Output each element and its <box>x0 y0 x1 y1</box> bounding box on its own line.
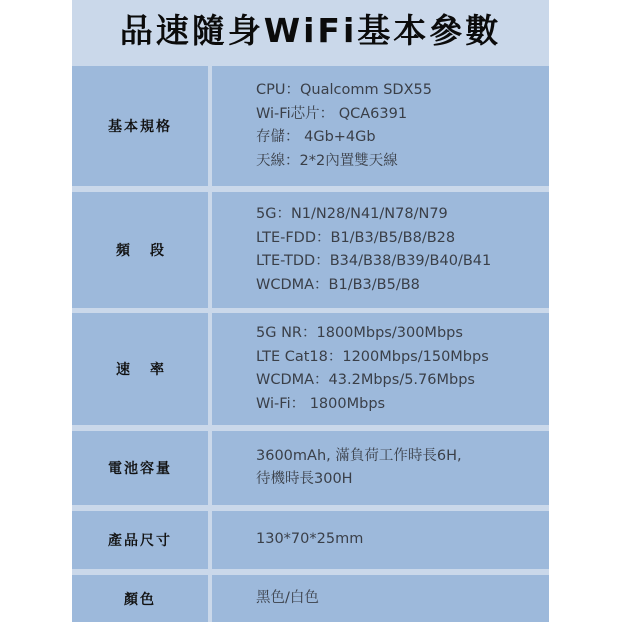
value-line: 5G NR：1800Mbps/300Mbps <box>256 325 463 341</box>
value-line: Wi-Fi芯片： QCA6391 <box>256 105 408 122</box>
row-value <box>212 575 549 622</box>
value-line: 待機時長300H <box>256 471 353 487</box>
row-label: 速率 <box>72 313 208 425</box>
row-value <box>212 192 549 308</box>
value-line: 130*70*25mm <box>256 531 364 548</box>
value-line: CPU：Qualcomm SDX55 <box>256 82 432 98</box>
spec-row-color <box>72 575 549 622</box>
row-label: 產品尺寸 <box>72 511 208 569</box>
value-line: 5G：N1/N28/N41/N78/N79 <box>256 206 448 222</box>
value-line: WCDMA：B1/B3/B5/B8 <box>256 276 420 293</box>
value-line: LTE-TDD：B34/B38/B39/B40/B41 <box>256 253 492 269</box>
spec-row-speed <box>72 313 549 425</box>
row-label: 頻段 <box>72 192 208 308</box>
row-value <box>212 313 549 425</box>
value-line: Wi-Fi： 1800Mbps <box>256 395 386 412</box>
value-line: 3600mAh, 滿負荷工作時長6H, <box>256 447 462 464</box>
row-label: 電池容量 <box>72 431 208 505</box>
value-line: 存儲： 4Gb+4Gb <box>256 129 376 145</box>
spec-row-basic <box>72 66 549 186</box>
spec-row-size <box>72 511 549 569</box>
value-line: LTE Cat18：1200Mbps/150Mbps <box>256 348 489 365</box>
row-label: 基本規格 <box>72 66 208 186</box>
row-label: 顏色 <box>72 575 208 622</box>
value-line: 黑色/白色 <box>256 589 319 606</box>
spec-row-band <box>72 192 549 308</box>
value-line: WCDMA：43.2Mbps/5.76Mbps <box>256 372 475 388</box>
spec-row-battery <box>72 431 549 505</box>
row-value <box>212 431 549 505</box>
value-line: LTE-FDD：B1/B3/B5/B8/B28 <box>256 229 456 246</box>
row-value <box>212 66 549 186</box>
page-title: 品速隨身WiFi基本參數 <box>119 10 502 50</box>
value-line: 天線：2*2內置雙天線 <box>256 152 398 169</box>
row-value <box>212 511 549 569</box>
